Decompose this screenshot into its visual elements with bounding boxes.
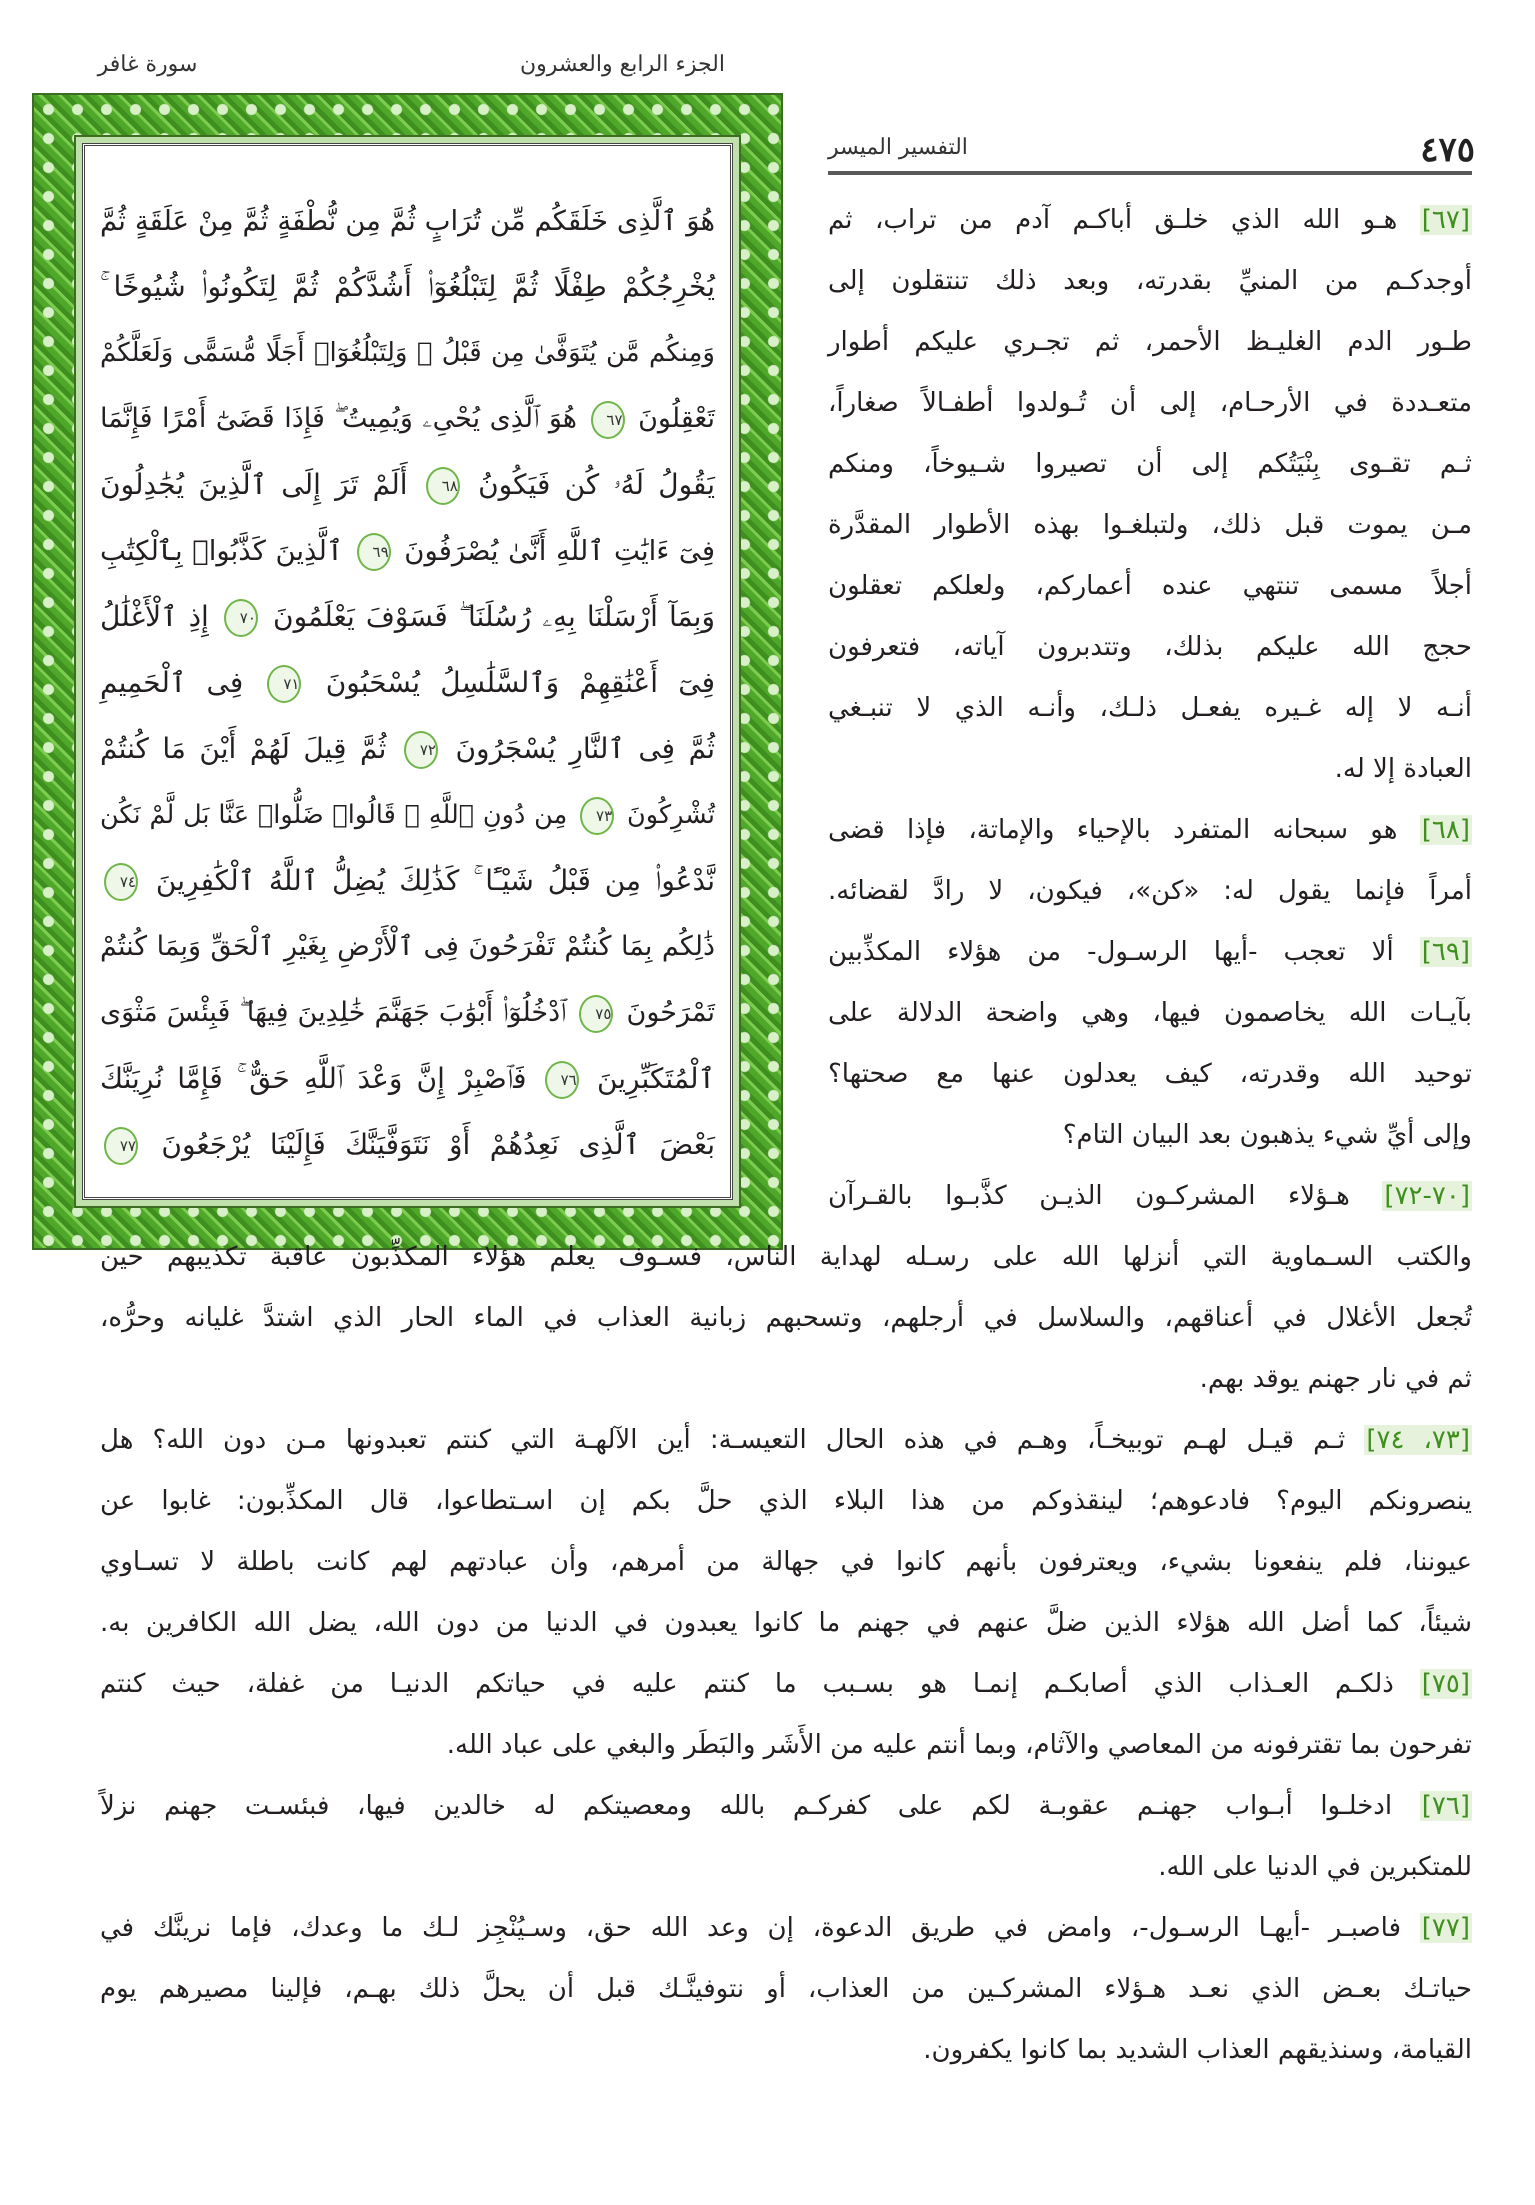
ayah-number-marker: ٧١ bbox=[267, 665, 301, 703]
tafsir-text: أوجدكـم من المنيِّ بقدرته، وبعد ذلك تنتقلون إلى bbox=[828, 266, 1472, 296]
tafsir-line bbox=[100, 1227, 1472, 1288]
quran-line bbox=[100, 188, 715, 254]
tafsir-line bbox=[828, 861, 1472, 922]
quran-line bbox=[100, 782, 715, 848]
tafsir-line bbox=[100, 2020, 1472, 2081]
tafsir-text: شيئاً، كما أضل الله هؤلاء الذين ضلَّ عنهم في جهنم ما كانوا يعبدون في الدنيا من دون الله، يضل الله الكافرين به. bbox=[100, 1608, 1472, 1638]
tafsir-text: ألا تعجب -أيها الرسـول- من هؤلاء المكذِّبين bbox=[828, 937, 1394, 967]
quran-segment: ذَٰلِكُم بِمَا كُنتُمْ تَفْرَحُونَ فِى ٱلْأَرْضِ بِغَيْرِ ٱلْحَقِّ وَبِمَا كُنتُمْ bbox=[100, 931, 715, 962]
tafsir-text: ثـم قيـل لهـم توبيخـاً، وهـم في هذه الحال التعيسـة: أين الآلهـة التي كنتم تعبدونها مـن دون الله؟ هل bbox=[100, 1425, 1346, 1455]
quran-line bbox=[100, 584, 715, 650]
quran-segment: أَلَمْ تَرَ إِلَى ٱلَّذِينَ يُجَٰدِلُونَ bbox=[100, 468, 408, 501]
quran-line bbox=[100, 518, 715, 584]
verse-label: [٧٦] bbox=[1421, 1791, 1471, 1821]
quran-text bbox=[100, 188, 715, 1178]
verse-label: [٧٠-٧٢] bbox=[1384, 1181, 1470, 1211]
quran-segment: ثُمَّ فِى ٱلنَّارِ يُسْجَرُونَ bbox=[455, 732, 716, 765]
tafsir-line bbox=[828, 495, 1472, 556]
tafsir-text: متعـددة في الأرحـام، إلى أن تُـولدوا أطفـالاً صغاراً، bbox=[828, 388, 1472, 418]
tafsir-text: تفرحون بما تقترفونه من المعاصي والآثام، وبما أنتم عليه من الأَشَر والبَطَر والبغي على عباد الله. bbox=[446, 1730, 1472, 1760]
tafsir-line bbox=[100, 1410, 1472, 1471]
tafsir-line bbox=[100, 1715, 1472, 1776]
quran-line bbox=[100, 320, 715, 386]
tafsir-line bbox=[100, 1837, 1472, 1898]
tafsir-text: العبادة إلا له. bbox=[1334, 754, 1472, 784]
quran-segment: مِن دُونِ ٱللَّهِ ۖ قَالُوا۟ ضَلُّوا۟ عَنَّا بَل لَّمْ نَكُن bbox=[100, 800, 568, 830]
verse-label: [٧٥] bbox=[1421, 1669, 1470, 1699]
tafsir-text: هو سبحانه المتفرد بالإحياء والإماتة، فإذا قضى bbox=[828, 815, 1398, 845]
tafsir-line bbox=[100, 1349, 1472, 1410]
tafsir-text: حجج الله عليكم بذلك، وتتدبرون آياته، فتعرفون bbox=[828, 632, 1472, 662]
quran-line bbox=[100, 980, 715, 1046]
quran-segment: وَبِمَآ أَرْسَلْنَا بِهِۦ رُسُلَنَا ۖ فَسَوْفَ يَعْلَمُونَ bbox=[273, 600, 715, 633]
quran-segment: نَّدْعُوا۟ مِن قَبْلُ شَيْـًٔا ۚ كَذَٰلِكَ يُضِلُّ ٱللَّهُ ٱلْكَٰفِرِينَ bbox=[155, 864, 715, 897]
tafsir-text: توحيد الله وقدرته، كيف يعدلون عنها مع صحتها؟ bbox=[828, 1059, 1472, 1089]
quran-line bbox=[100, 1046, 715, 1112]
quran-line bbox=[100, 452, 715, 518]
tafsir-line bbox=[100, 1959, 1472, 2020]
tafsir-line bbox=[828, 983, 1472, 1044]
quran-line bbox=[100, 650, 715, 716]
quran-segment: فِىٓ ءَايَٰتِ ٱللَّهِ أَنَّىٰ يُصْرَفُونَ bbox=[404, 535, 715, 567]
tafsir-line bbox=[100, 1898, 1472, 1959]
tafsir-text: أمراً فإنما يقول له: «كن»، فيكون، لا رادَّ لقضائه. bbox=[828, 876, 1472, 906]
tafsir-text: والكتب السـماوية التي أنزلها الله على رسـله لهداية الناس، فسـوف يعلم هؤلاء المكذِّبون عاقبة تكذيبهم حين bbox=[100, 1242, 1472, 1272]
quran-segment: يُخْرِجُكُمْ طِفْلًا ثُمَّ لِتَبْلُغُوٓا۟ أَشُدَّكُمْ ثُمَّ لِتَكُونُوا۟ شُيُوخًا ۚ bbox=[100, 270, 715, 303]
quran-line bbox=[100, 848, 715, 914]
tafsir-text: للمتكبرين في الدنيا على الله. bbox=[1158, 1852, 1472, 1882]
quran-segment: ثُمَّ قِيلَ لَهُمْ أَيْنَ مَا كُنتُمْ bbox=[100, 732, 387, 765]
tafsir-text: هـؤلاء المشركـون الذيـن كذَّبـوا بالقـرآن bbox=[828, 1181, 1350, 1211]
tafsir-text: هـو الله الذي خلـق أباكـم آدم من تراب، ثم bbox=[828, 205, 1398, 235]
tafsir-text: ادخلـوا أبـواب جهنـم عقوبـة لكم على كفركـم بالله ومعصيتكم له خالدين فيها، فبئسـت جهنم نزلاً bbox=[100, 1791, 1393, 1821]
quran-segment: ٱلْمُتَكَبِّرِينَ bbox=[596, 1062, 715, 1095]
tafsir-line bbox=[100, 1471, 1472, 1532]
tafsir-column bbox=[828, 190, 1472, 1227]
tafsir-line bbox=[828, 190, 1472, 251]
tafsir-line bbox=[828, 1166, 1472, 1227]
ayah-number-marker: ٧٥ bbox=[579, 995, 613, 1033]
tafsir-text: تُجعل الأغلال في أعناقهم، والسلاسل في أرجلهم، وتسحبهم زبانية العذاب في الماء الحار الذي اشتدَّ غليانه وحرُّه، bbox=[100, 1303, 1472, 1333]
juz-title: الجزء الرابع والعشرون bbox=[520, 52, 725, 77]
quran-segment: إِذِ ٱلْأَغْلَٰلُ bbox=[100, 600, 209, 633]
quran-segment: بَعْضَ ٱلَّذِى نَعِدُهُمْ أَوْ نَتَوَفَّيَنَّكَ فَإِلَيْنَا يُرْجَعُونَ bbox=[161, 1128, 715, 1161]
ayah-number-marker: ٧٧ bbox=[104, 1127, 138, 1165]
quran-segment: ٱدْخُلُوٓا۟ أَبْوَٰبَ جَهَنَّمَ خَٰلِدِينَ فِيهَا ۖ فَبِئْسَ مَثْوَى bbox=[100, 997, 567, 1028]
verse-label: [٧٣، ٧٤] bbox=[1366, 1425, 1471, 1455]
tafsir-text: أجلاً مسمى تنتهي عنده أعماركم، ولعلكم تعقلون bbox=[828, 571, 1472, 601]
quran-segment: فَٱصْبِرْ إِنَّ وَعْدَ ٱللَّهِ حَقٌّ ۚ فَإِمَّا نُرِيَنَّكَ bbox=[100, 1062, 527, 1095]
tafsir-text: عيوننا، فلم ينفعونا بشيء، ويعترفون بأنهم كانوا في جهالة من أمرهم، وأن عبادتهم لهم كانت باطلة لا تسـاوي bbox=[100, 1547, 1472, 1577]
tafsir-line bbox=[828, 434, 1472, 495]
quran-line bbox=[100, 386, 715, 452]
tafsir-text: ثم في نار جهنم يوقد بهم. bbox=[1199, 1364, 1472, 1394]
verse-label: [٦٨] bbox=[1421, 815, 1471, 845]
tafsir-title: التفسير الميسر bbox=[828, 135, 968, 160]
tafsir-line bbox=[828, 739, 1472, 800]
verse-label: [٦٩] bbox=[1421, 937, 1470, 967]
tafsir-text: طـور الدم الغليـظ الأحمر، ثم تجـري عليكم أطوار bbox=[828, 327, 1472, 357]
ayah-number-marker: ٧٣ bbox=[580, 797, 614, 835]
tafsir-text: ثـم تقـوى بِنْيَتُكم إلى أن تصيروا شـيوخاً، ومنكم bbox=[828, 449, 1472, 479]
ayah-number-marker: ٦٩ bbox=[357, 533, 391, 571]
tafsir-text: القيامة، وسنذيقهم العذاب الشديد بما كانوا يكفرون. bbox=[923, 2035, 1472, 2065]
quran-segment: وَمِنكُم مَّن يُتَوَفَّىٰ مِن قَبْلُ ۖ وَلِتَبْلُغُوٓا۟ أَجَلًا مُّسَمًّى وَلَعَلَّكُمْ bbox=[100, 338, 715, 368]
quran-segment: تَعْقِلُونَ bbox=[638, 403, 715, 434]
tafsir-text: أنـه لا إله غـيره يفعـل ذلـك، وأنـه الذي لا تنبـغي bbox=[828, 693, 1472, 723]
tafsir-text: بآيـات الله يخاصمون فيها، وهي واضحة الدلالة على bbox=[828, 998, 1472, 1028]
quran-segment: ٱلَّذِينَ كَذَّبُوا۟ بِٱلْكِتَٰبِ bbox=[100, 535, 343, 567]
tafsir-text: ذلكـم العـذاب الذي أصابكـم إنمـا هو بسـبب ما كنتم عليه في حياتكم الدنيـا من غفلة، حيث كنتم bbox=[100, 1669, 1394, 1699]
verse-label: [٧٧] bbox=[1421, 1913, 1470, 1943]
tafsir-line bbox=[828, 922, 1472, 983]
quran-segment: يَقُولُ لَهُۥ كُن فَيَكُونُ bbox=[478, 468, 716, 501]
ayah-number-marker: ٧٠ bbox=[224, 599, 258, 637]
ayah-number-marker: ٧٢ bbox=[404, 731, 438, 769]
tafsir-text: مـن يموت قبل ذلك، ولتبلغـوا بهذه الأطوار المقدَّرة bbox=[828, 510, 1472, 540]
tafsir-line bbox=[828, 617, 1472, 678]
tafsir-text: ينصرونكم اليوم؟ فادعوهم؛ لينقذوكم من هذا البلاء الذي حلَّ بكم إن اسـتطاعوا، قال المكذِّبون: غابوا عن bbox=[100, 1486, 1472, 1516]
quran-segment: تُشْرِكُونَ bbox=[627, 800, 716, 830]
ayah-number-marker: ٧٦ bbox=[545, 1061, 579, 1099]
tafsir-text: حياتـك بعـض الذي نعـد هـؤلاء المشركـين من العذاب، أو نتوفينَّـك قبل أن يحلَّ ذلك بهـم، فإلينا مصيرهم يوم bbox=[100, 1974, 1472, 2004]
tafsir-line bbox=[828, 251, 1472, 312]
quran-segment: فِىٓ أَعْنَٰقِهِمْ وَٱلسَّلَٰسِلُ يُسْحَبُونَ bbox=[325, 666, 715, 699]
tafsir-full-width bbox=[100, 1227, 1472, 2081]
quran-segment: تَمْرَحُونَ bbox=[626, 997, 715, 1028]
tafsir-line bbox=[100, 1288, 1472, 1349]
tafsir-line bbox=[828, 312, 1472, 373]
verse-label: [٦٧] bbox=[1421, 205, 1470, 235]
surah-title: سورة غافر bbox=[97, 52, 198, 77]
quran-segment: هُوَ ٱلَّذِى يُحْىِۦ وَيُمِيتُ ۖ فَإِذَا قَضَىٰٓ أَمْرًا فَإِنَّمَا bbox=[100, 403, 578, 434]
ayah-number-marker: ٦٧ bbox=[591, 401, 625, 439]
quran-line bbox=[100, 914, 715, 980]
tafsir-line bbox=[828, 1044, 1472, 1105]
quran-line bbox=[100, 1112, 715, 1178]
tafsir-line bbox=[100, 1654, 1472, 1715]
ayah-number-marker: ٧٤ bbox=[104, 863, 138, 901]
tafsir-line bbox=[828, 678, 1472, 739]
tafsir-line bbox=[100, 1776, 1472, 1837]
ayah-number-marker: ٦٨ bbox=[426, 467, 460, 505]
tafsir-line bbox=[828, 1105, 1472, 1166]
quran-segment: فِى ٱلْحَمِيمِ bbox=[100, 666, 244, 699]
tafsir-line bbox=[100, 1532, 1472, 1593]
quran-line bbox=[100, 716, 715, 782]
tafsir-line bbox=[828, 800, 1472, 861]
quran-line bbox=[100, 254, 715, 320]
tafsir-text: وإلى أيِّ شيء يذهبون بعد البيان التام؟ bbox=[1062, 1120, 1472, 1150]
tafsir-line bbox=[828, 373, 1472, 434]
tafsir-line bbox=[828, 556, 1472, 617]
quran-segment: هُوَ ٱلَّذِى خَلَقَكُم مِّن تُرَابٍ ثُمَّ مِن نُّطْفَةٍ ثُمَّ مِنْ عَلَقَةٍ ثُمَّ bbox=[100, 205, 715, 237]
header-divider bbox=[828, 171, 1472, 175]
tafsir-line bbox=[100, 1593, 1472, 1654]
tafsir-text: فاصبـر -أيهـا الرسـول-، وامض في طريق الدعوة، إن وعد الله حق، وسـيُنْجِز لـك ما وعدك، فإما نرينَّك في bbox=[100, 1913, 1401, 1943]
page-number: ٤٧٥ bbox=[1420, 130, 1475, 170]
